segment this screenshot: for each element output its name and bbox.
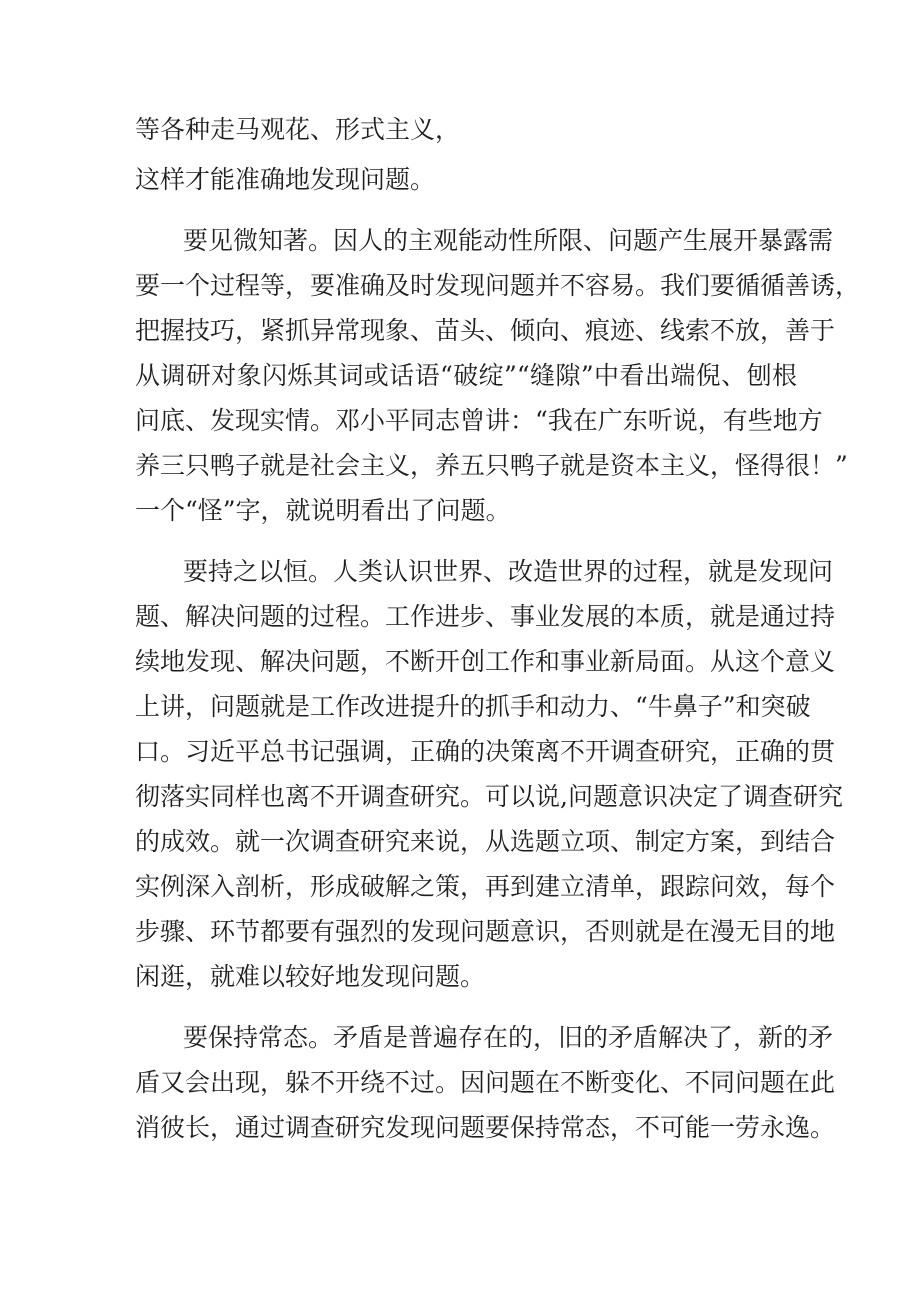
- text-line: 消彼长，通过调查研究发现问题要保持常态，不可能一劳永逸。: [135, 1113, 836, 1142]
- text-line: 等各种走马观花、形式主义，: [135, 115, 461, 144]
- text-line: 的成效。就一次调查研究来说，从选题立项、制定方案，到结合: [135, 827, 836, 856]
- text-line: 问底、发现实情。邓小平同志曾讲：“我在广东听说，有些地方: [135, 406, 823, 435]
- text-line: 养三只鸭子就是社会主义，养五只鸭子就是资本主义，怪得很！”: [135, 451, 848, 480]
- text-line: 续地发现、解决问题，不断开创工作和事业新局面。从这个意义: [135, 647, 836, 676]
- text-line: 步骤、环节都要有强烈的发现问题意识，否则就是在漫无目的地: [135, 917, 836, 946]
- text-line: 一个“怪”字，就说明看出了问题。: [135, 496, 511, 525]
- text-line: 闲逛，就难以较好地发现问题。: [135, 962, 486, 991]
- text-line: 要保持常态。矛盾是普遍存在的，旧的矛盾解决了，新的矛: [183, 1023, 834, 1052]
- text-line: 把握技巧，紧抓异常现象、苗头、倾向、痕迹、线索不放，善于: [135, 316, 836, 345]
- text-line: 要持之以恒。人类认识世界、改造世界的过程，就是发现问: [183, 557, 834, 586]
- text-line: 要一个过程等，要准确及时发现问题并不容易。我们要循循善诱，: [135, 271, 861, 300]
- text-line: 要见微知著。因人的主观能动性所限、问题产生展开暴露需: [183, 226, 834, 255]
- text-line: 题、解决问题的过程。工作进步、事业发展的本质，就是通过持: [135, 602, 836, 631]
- text-line: 彻落实同样也离不开调查研究。可以说,问题意识决定了调查研究: [135, 782, 843, 811]
- text-line: 实例深入剖析，形成破解之策，再到建立清单，跟踪问效，每个: [135, 872, 836, 901]
- text-line: 上讲，问题就是工作改进提升的抓手和动力、“牛鼻子”和突破: [135, 692, 811, 721]
- text-line: 这样才能准确地发现问题。: [135, 165, 436, 194]
- text-line: 盾又会出现，躲不开绕不过。因问题在不断变化、不同问题在此: [135, 1068, 836, 1097]
- text-line: 从调研对象闪烁其词或话语“破绽”“缝隙”中看出端倪、刨根: [135, 361, 797, 390]
- text-line: 口。习近平总书记强调，正确的决策离不开调查研究，正确的贯: [135, 737, 836, 766]
